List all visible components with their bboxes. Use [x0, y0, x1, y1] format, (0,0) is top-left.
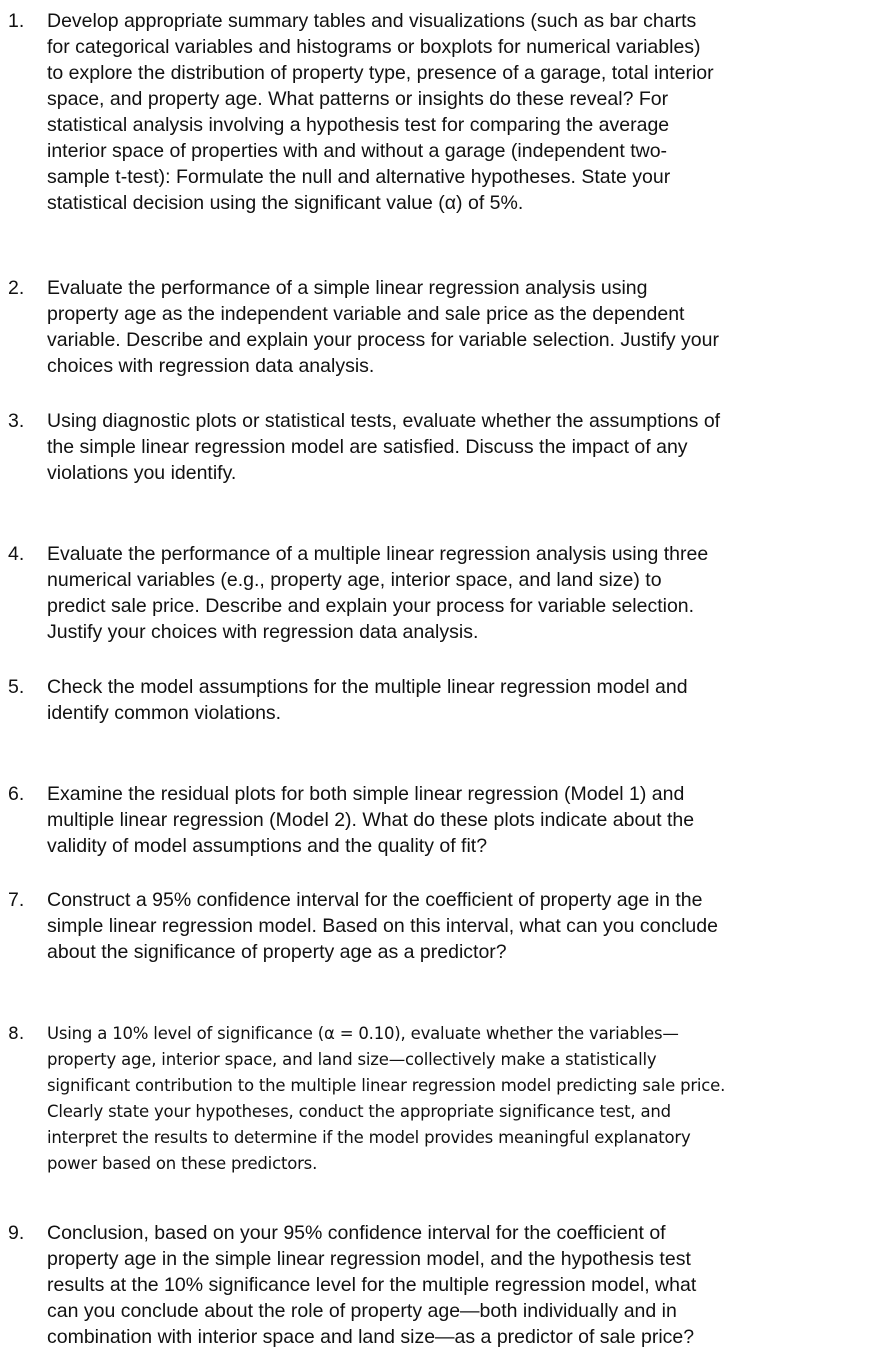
- question-text: [47, 781, 869, 859]
- text-line: Check the model assumptions for the multiple linear regression model and: [47, 676, 688, 698]
- question-number: 1.: [8, 10, 25, 32]
- text-line: the simple linear regression model are satisfied. Discuss the impact of any: [47, 436, 688, 458]
- text-line: for categorical variables and histograms or boxplots for numerical variables): [47, 36, 701, 58]
- question-text: [47, 8, 869, 216]
- text-line: statistical decision using the significant value (α) of 5%.: [47, 192, 524, 214]
- text-line: Using a 10% level of significance (α = 0.10), evaluate whether the variables—: [47, 1024, 679, 1043]
- text-line: Evaluate the performance of a simple linear regression analysis using: [47, 277, 648, 299]
- text-line: statistical analysis involving a hypothesis test for comparing the average: [47, 114, 670, 136]
- text-line: to explore the distribution of property type, presence of a garage, total interior: [47, 62, 714, 84]
- text-line: simple linear regression model. Based on this interval, what can you conclude: [47, 915, 718, 937]
- question-text: [47, 408, 869, 486]
- text-line: interior space of properties with and without a garage (independent two-: [47, 140, 668, 162]
- text-line: Construct a 95% confidence interval for the coefficient of property age in the: [47, 889, 703, 911]
- text-line: sample t-test): Formulate the null and alternative hypotheses. State your: [47, 166, 671, 188]
- question-number: 2.: [8, 277, 25, 299]
- text-line: about the significance of property age as a predictor?: [47, 941, 507, 963]
- question-text: [47, 541, 869, 645]
- text-line: Clearly state your hypotheses, conduct the appropriate significance test, and: [47, 1102, 671, 1121]
- text-line: interpret the results to determine if the model provides meaningful explanatory: [47, 1128, 691, 1147]
- text-line: Conclusion, based on your 95% confidence interval for the coefficient of: [47, 1222, 666, 1244]
- text-line: Develop appropriate summary tables and visualizations (such as bar charts: [47, 10, 697, 32]
- text-line: variable. Describe and explain your process for variable selection. Justify your: [47, 329, 719, 351]
- text-line: choices with regression data analysis.: [47, 355, 375, 377]
- text-line: Examine the residual plots for both simple linear regression (Model 1) and: [47, 783, 685, 805]
- question-number: 3.: [8, 410, 25, 432]
- question-number: 4.: [8, 543, 25, 565]
- text-line: multiple linear regression (Model 2). What do these plots indicate about the: [47, 809, 695, 831]
- text-line: property age in the simple linear regression model, and the hypothesis test: [47, 1248, 691, 1270]
- text-line: identify common violations.: [47, 702, 282, 724]
- text-line: predict sale price. Describe and explain your process for variable selection.: [47, 595, 695, 617]
- question-text: [47, 1220, 869, 1350]
- text-line: Evaluate the performance of a multiple linear regression analysis using three: [47, 543, 709, 565]
- question-text: [47, 887, 869, 965]
- text-line: violations you identify.: [47, 462, 237, 484]
- question-number: 5.: [8, 676, 25, 698]
- text-line: Justify your choices with regression data analysis.: [47, 621, 479, 643]
- question-text: [47, 674, 869, 726]
- text-line: can you conclude about the role of property age—both individually and in: [47, 1300, 677, 1322]
- text-line: combination with interior space and land size—as a predictor of sale price?: [47, 1326, 695, 1348]
- text-line: results at the 10% significance level for the multiple regression model, what: [47, 1274, 697, 1296]
- text-line: Using diagnostic plots or statistical tests, evaluate whether the assumptions of: [47, 410, 721, 432]
- question-number: 7.: [8, 889, 25, 911]
- text-line: validity of model assumptions and the quality of fit?: [47, 835, 488, 857]
- text-line: space, and property age. What patterns or insights do these reveal? For: [47, 88, 669, 110]
- question-number: 9.: [8, 1222, 25, 1244]
- text-line: property age, interior space, and land size—collectively make a statistically: [47, 1050, 657, 1069]
- question-text: [47, 275, 869, 379]
- question-number: 6.: [8, 783, 25, 805]
- text-line: power based on these predictors.: [47, 1154, 318, 1173]
- text-line: significant contribution to the multiple linear regression model predicting sale price.: [47, 1076, 726, 1095]
- text-line: property age as the independent variable and sale price as the dependent: [47, 303, 685, 325]
- text-line: numerical variables (e.g., property age, interior space, and land size) to: [47, 569, 662, 591]
- question-text: [47, 1021, 869, 1177]
- question-number: 8.: [8, 1024, 25, 1044]
